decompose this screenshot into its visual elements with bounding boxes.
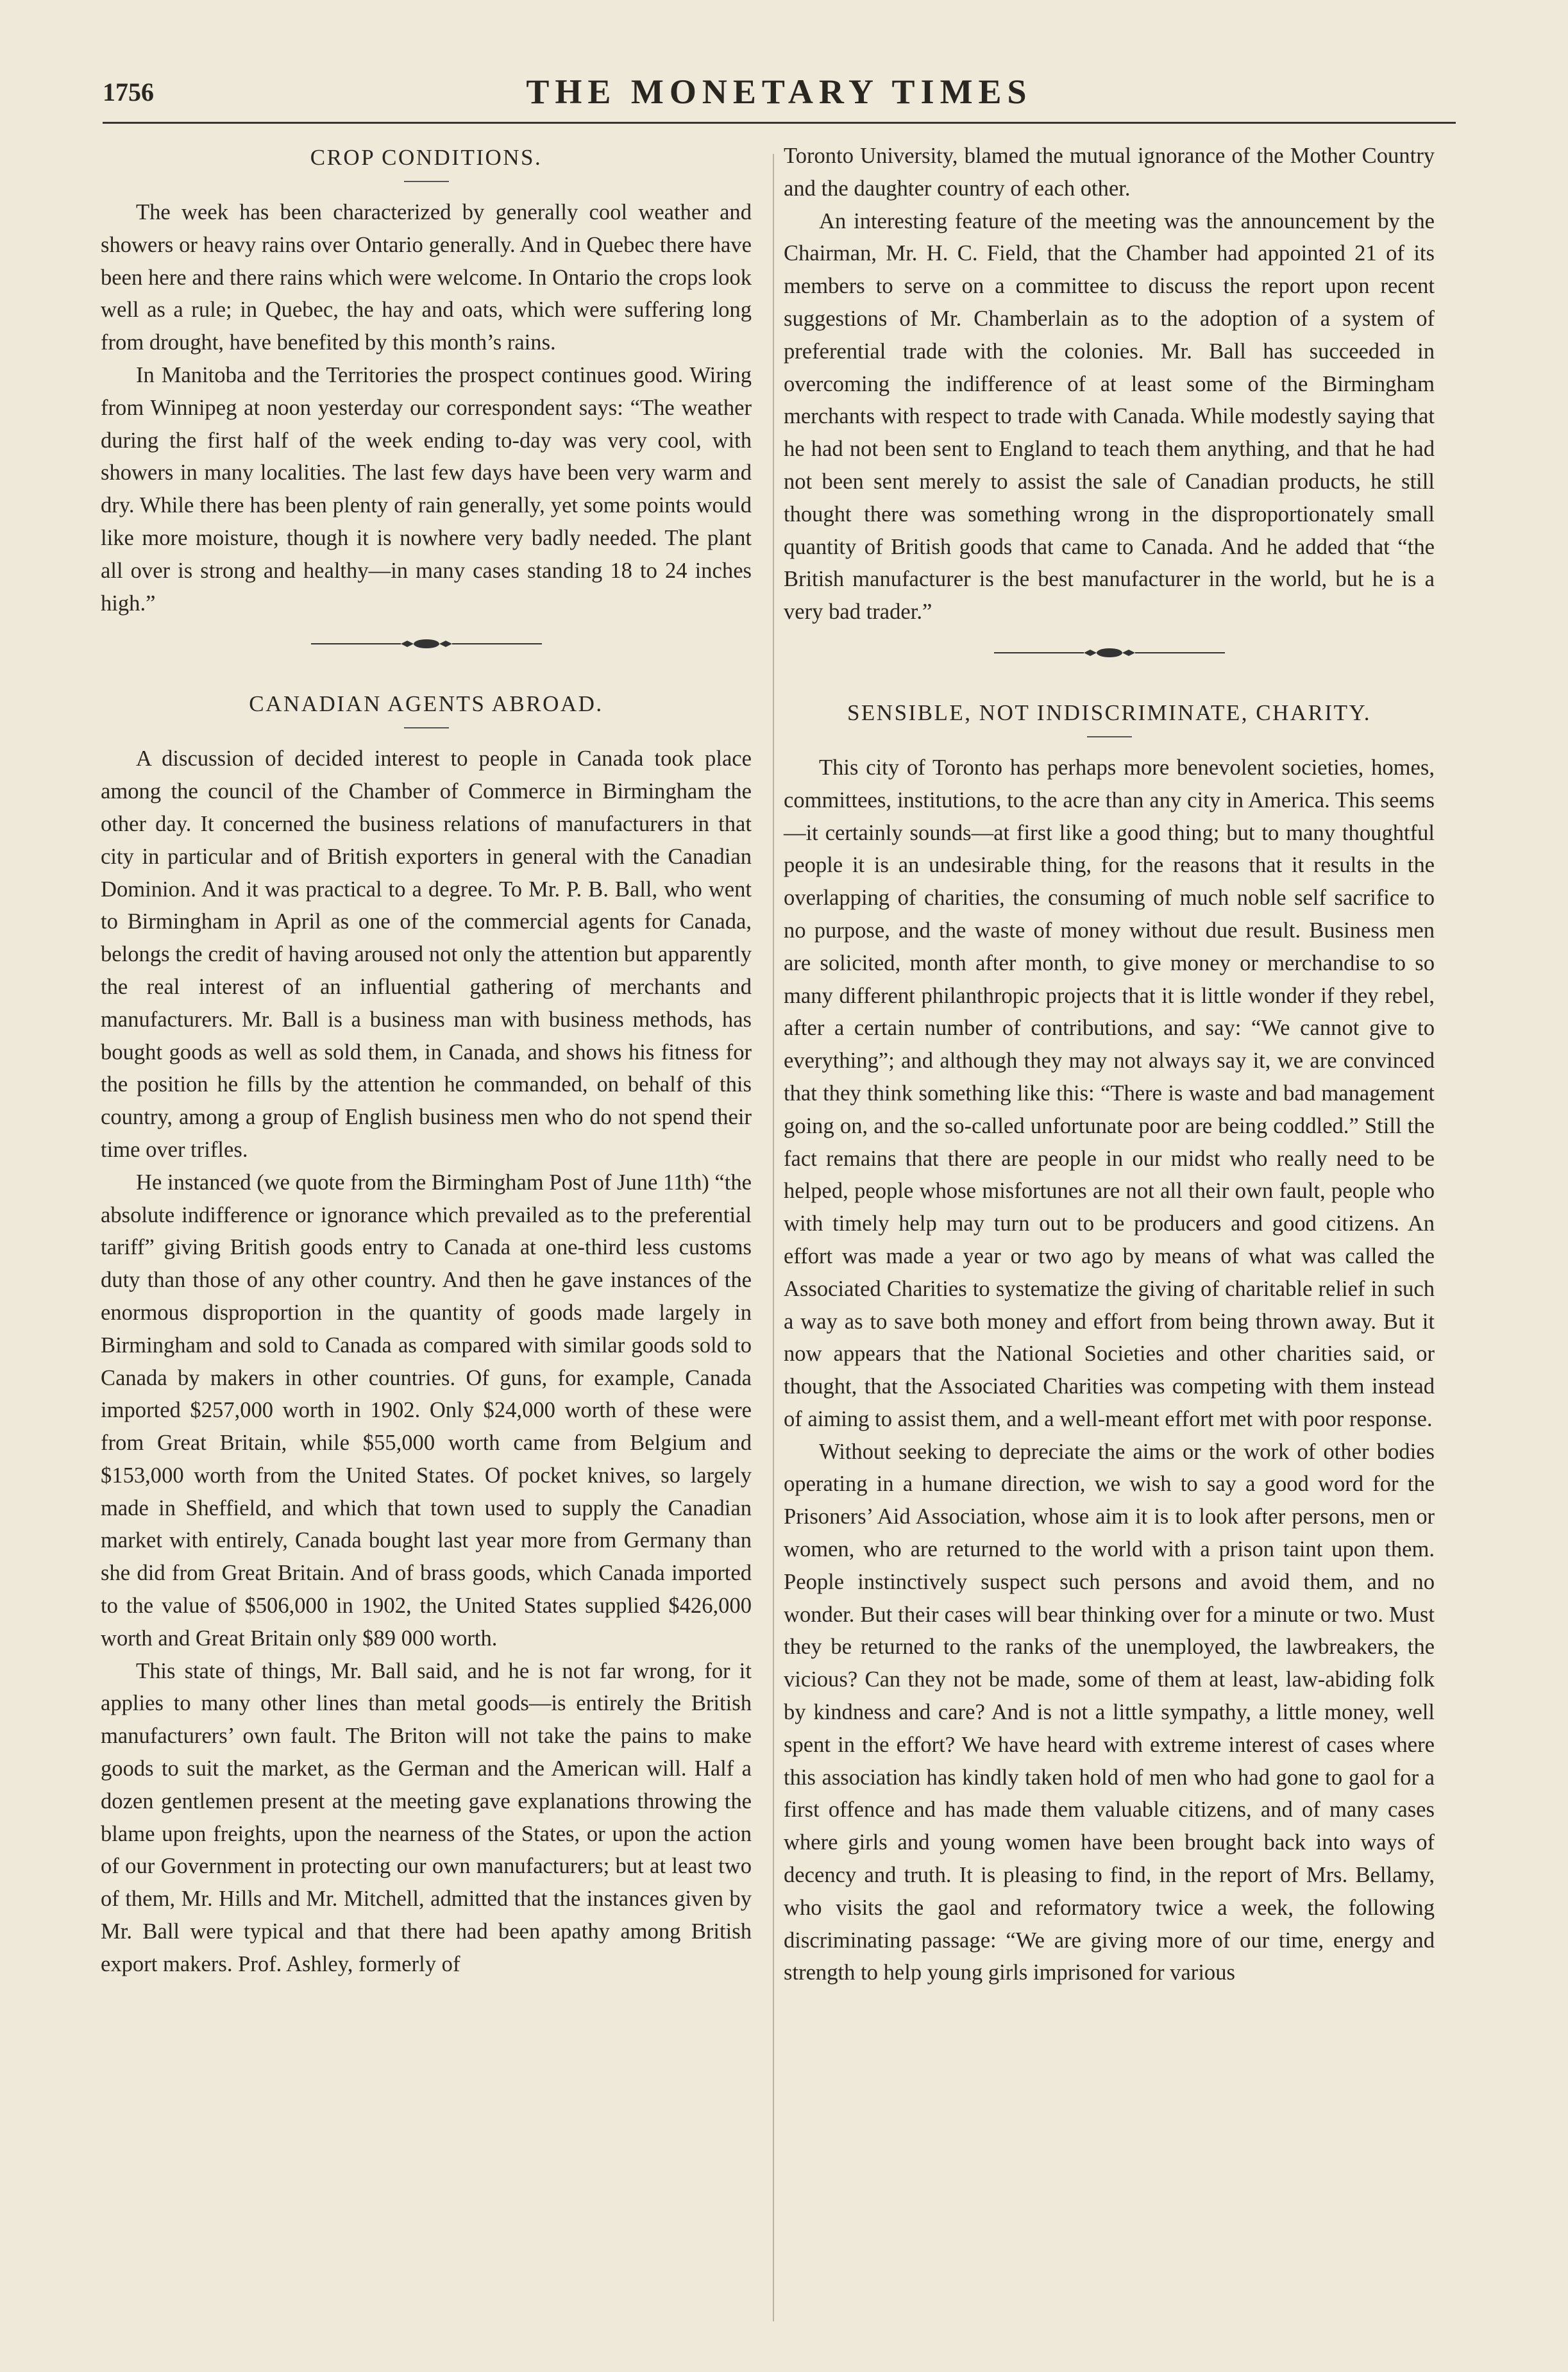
article-paragraph: In Manitoba and the Territories the prospect continues good. Wiring from Winnipeg at noon yesterday our correspondent says: “The weather during the first half of the week ending to-day was very cool, with showers in many localities. The last few days have been very warm and dry. While there has been plenty of rain generally, yet some points would like more moisture, though it is nowhere very badly needed. The plant all over is strong and healthy—in many cases standing 18 to 24 inches high.”	[101, 362, 752, 616]
article-title: CANADIAN AGENTS ABROAD.	[249, 691, 603, 717]
article-paragraph: The week has been characterized by generally cool weather and showers or heavy rains over Ontario generally. And in Quebec there have been here and there rains which were welcome. In Ontario the crops look well as a rule; in Quebec, the hay and oats, which were suffering long from drought, have benefited by this month’s rains.	[101, 200, 752, 355]
article-canadian-agents	[101, 686, 752, 1980]
article-paragraph: An interesting feature of the meeting was the announcement by the Chairman, Mr. H. C. Field, that the Chamber had appointed 21 of its members to serve on a committee to discuss the report upon recent suggestions of Mr. Chamberlain as to the adoption of a system of preferential trade with the colonies. Mr. Ball has succeeded in overcoming the indifference of at least some of the Birmingham merchants with respect to trade with Canada. While modestly saying that he had not been sent to England to teach them anything, and that he had not been sent merely to assist the sale of Canadian products, he still thought there was something wrong in the disproportionately small quantity of British goods that came to Canada. And he added that “the British manufacturer is the best manufacturer in the world, but he is a very bad trader.”	[784, 208, 1435, 625]
page-number: 1756	[103, 78, 154, 106]
header-rule	[103, 122, 1456, 124]
article-paragraph: He instanced (we quote from the Birmingham Post of June 11th) “the absolute indifference or ignorance which prevailed as to the preferential tariff” giving British goods entry to Canada at one-third less customs duty than those of any other country. And then he gave instances of the enormous disproportion in the quantity of goods made largely in Birmingham and sold to Canada as compared with similar goods sold to Canada by makers in other countries. Of guns, for example, Canada imported $257,000 worth in 1902. Only $24,000 worth of these were from Great Britain, while $55,000 worth came from Belgium and $153,000 worth from the United States. Of pocket knives, so largely made in Sheffield, and which that town used to supply the Canadian market with entirely, Canada bought last year more from Germany than she did from Great Britain. And of brass goods, which Canada imported to the value of $506,000 in 1902, the United States supplied $426,000 worth and Great Britain only $89 000 worth.	[101, 1170, 752, 1651]
right-column	[784, 140, 1435, 1989]
title-rule	[404, 727, 449, 728]
article-title: CROP CONDITIONS.	[310, 145, 543, 170]
left-column	[101, 140, 752, 1981]
section-divider-ornament	[311, 636, 542, 652]
publication-title: THE MONETARY TIMES	[526, 72, 1033, 111]
article-paragraph: This city of Toronto has perhaps more benevolent societies, homes, committees, institutions, to the acre than any city in America. This seems—it certainly sounds—at first like a good thing; but to many thoughtful people it is an undesirable thing, for the reasons that it results in the overlapping of charities, the consuming of much noble self sacrifice to no purpose, and the waste of money without due result. Business men are solicited, month after month, to give money or merchandise to so many different philanthropic projects that it is little wonder if they rebel, after a certain number of contributions, and say: “We cannot give to everything”; and although they may not always say it, we are convinced that they think something like this: “There is waste and bad management going on, and the so-called unfortunate poor are being coddled.” Still the fact remains that there are people in our midst who really need to be helped, people whose misfortunes are not all their own fault, people who with timely help may turn out to be producers and good citizens. An effort was made a year or two ago by means of what was called the Associated Charities to systematize the giving of charitable relief in such a way as to save both money and effort from being thrown away. But it now appears that the National Societies and other charities said, or thought, that the Associated Charities was competing with them instead of aiming to assist them, and a well-meant effort met with poor response.	[784, 755, 1435, 1431]
article-sensible-charity	[784, 695, 1435, 1989]
column-divider	[773, 154, 774, 2321]
section-divider-ornament	[994, 645, 1225, 660]
page-header	[103, 69, 1456, 114]
article-title: SENSIBLE, NOT INDISCRIMINATE, CHARITY.	[847, 700, 1372, 725]
title-rule	[1087, 736, 1132, 737]
article-paragraph: This state of things, Mr. Ball said, and he is not far wrong, for it applies to many other lines than metal goods—is entirely the British manufacturers’ own fault. The Briton will not take the pains to make goods to suit the market, as the German and the American will. Half a dozen gentlemen present at the meeting gave explanations throwing the blame upon freights, upon the nearness of the States, or upon the action of our Government in protecting our own manufacturers; but at least two of them, Mr. Hills and Mr. Mitchell, admitted that the instances given by Mr. Ball were typical and that there had been apathy among British export makers. Prof. Ashley, formerly of	[101, 1658, 752, 1976]
article-paragraph: Without seeking to depreciate the aims or the work of other bodies operating in a humane direction, we wish to say a good word for the Prisoners’ Aid Association, whose aim it is to look after persons, men or women, who are returned to the world with a prison taint upon them. People instinctively suspect such persons and avoid them, and no wonder. But their cases will bear thinking over for a minute or two. Must they be returned to the ranks of the unemployed, the lawbreakers, the vicious? Can they not be made, some of them at least, law-abiding folk by kindness and care? And is not a little sympathy, a little money, well spent in the effort? We have heard with extreme interest of cases where this association has kindly taken hold of men who had gone to gaol for a first offence and has made them valuable citizens, and of many cases where girls and young women have been brought back into ways of decency and truth. It is pleasing to find, in the report of Mrs. Bellamy, who visits the gaol and reformatory twice a week, the following discriminating passage: “We are giving more of our time, energy and strength to help young girls imprisoned for various	[784, 1439, 1435, 1985]
title-rule	[404, 181, 449, 182]
article-paragraph: A discussion of decided interest to people in Canada took place among the council of the Chamber of Commerce in Birmingham the other day. It concerned the business relations of manufacturers in that city in particular and of British exporters in general with the Canadian Dominion. And it was practical to a degree. To Mr. P. B. Ball, who went to Birmingham in April as one of the commercial agents for Canada, belongs the credit of having aroused not only the attention but apparently the real interest of an influential gathering of merchants and manufacturers. Mr. Ball is a business man with business methods, has bought goods as well as sold them, in Canada, and shows his fitness for the position he fills by the attention he commanded, on behalf of this country, among a group of English business men who do not spend their time over trifles.	[101, 746, 752, 1162]
article-crop-conditions	[101, 140, 752, 619]
article-canadian-agents-continued	[784, 140, 1435, 628]
article-paragraph: Toronto University, blamed the mutual ignorance of the Mother Country and the daughter country of each other.	[784, 144, 1435, 201]
